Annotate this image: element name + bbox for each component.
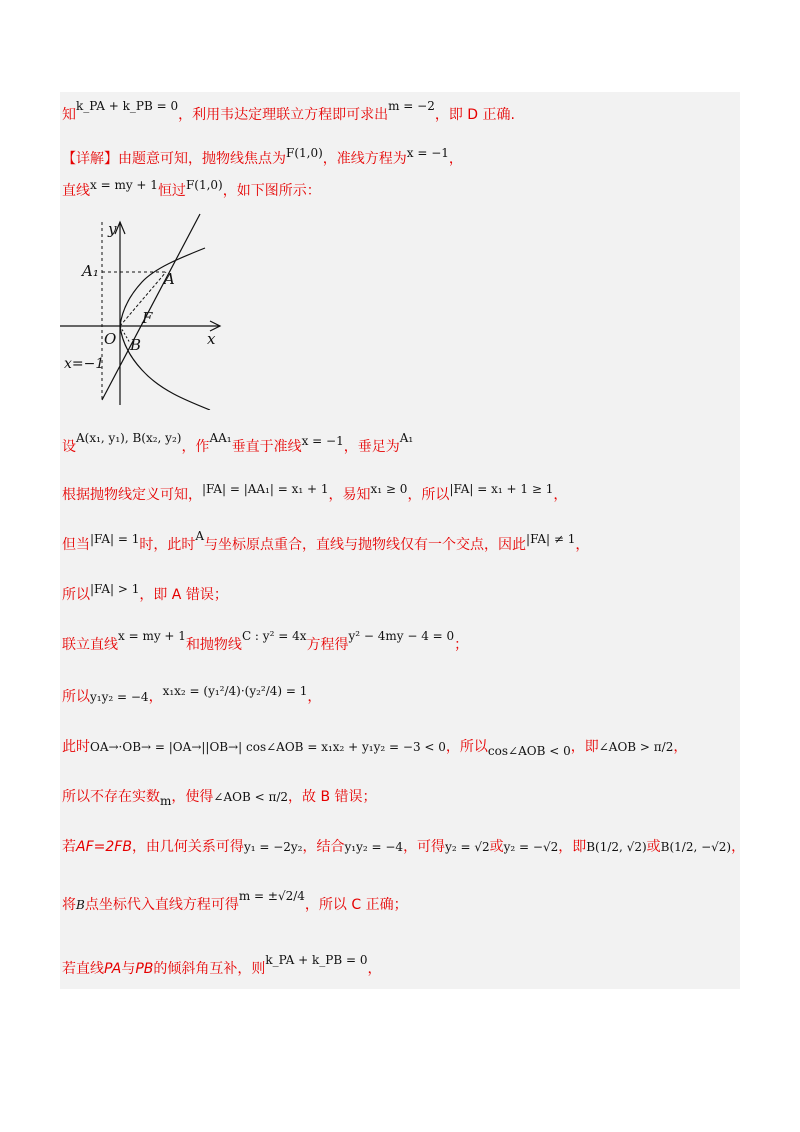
text-line-11: 所以不存在实数m，使得∠AOB < π/2，故 B 错误； bbox=[62, 789, 377, 808]
text-line-7: 所以|FA| > 1，即 A 错误； bbox=[62, 582, 228, 603]
o-label: O bbox=[104, 330, 117, 348]
b-label: B bbox=[130, 336, 142, 354]
text-line-5: 根据抛物线定义可知，|FA| = |AA₁| = x₁ + 1，易知x₁ ≥ 0，所以|FA| = x₁ + 1 ≥ 1， bbox=[62, 482, 568, 503]
text-line-2: 【详解】由题意可知，抛物线焦点为F(1,0)，准线方程为x = −1， bbox=[62, 146, 463, 167]
a-label: A bbox=[164, 270, 175, 288]
y-label: y bbox=[108, 220, 117, 238]
text-line-4: 设A(x₁, y₁), B(x₂, y₂)，作AA₁垂直于准线x = −1，垂足为A₁ bbox=[62, 431, 414, 455]
math-kpa-kpb: k_PA + k_PB = 0 bbox=[76, 99, 179, 113]
line-through-focus bbox=[102, 214, 200, 400]
f-label: F bbox=[142, 309, 153, 327]
text-line-6: 但当|FA| = 1时，此时A与坐标原点重合，直线与抛物线仅有一个交点，因此|FA| ≠ 1， bbox=[62, 529, 590, 553]
text-line-13: 将B点坐标代入直线方程可得m = ±√2/4，所以 C 正确； bbox=[62, 889, 408, 913]
text-line-12: 若AF=2FB，由几何关系可得y₁ = −2y₂，结合y₁y₂ = −4，可得y₂ = √2或y₂ = −√2，即B(1/2, √2)或B(1/2, −√2)， bbox=[62, 839, 746, 855]
x-label: x bbox=[207, 330, 216, 348]
text-line-9: 所以y₁y₂ = −4，x₁x₂ = (y₁²/4)·(y₂²/4) = 1， bbox=[62, 684, 322, 705]
a1-label: A₁ bbox=[82, 262, 99, 280]
text-line-3: 直线x = my + 1恒过F(1,0)，如下图所示： bbox=[62, 178, 321, 199]
text-line-14: 若直线PA与PB的倾斜角互补，则k_PA + k_PB = 0， bbox=[62, 953, 382, 977]
math-m-eq: m = −2 bbox=[388, 99, 435, 113]
parabola-figure bbox=[60, 200, 240, 410]
directrix-label: x=−1 bbox=[64, 356, 105, 372]
text-line-10: 此时OA→·OB→ = |OA→||OB→| cos∠AOB = x₁x₂ + y₁y₂ = −3 < 0，所以cos∠AOB < 0，即∠AOB > π/2， bbox=[62, 739, 688, 758]
text-line-1: 知k_PA + k_PB = 0，利用韦达定理联立方程即可求出m = −2，即 D 正确. bbox=[62, 99, 515, 123]
text-line-8: 联立直线x = my + 1和抛物线C : y² = 4x方程得y² − 4my − 4 = 0； bbox=[62, 629, 469, 653]
detail-tag: 【详解】 bbox=[62, 151, 118, 167]
